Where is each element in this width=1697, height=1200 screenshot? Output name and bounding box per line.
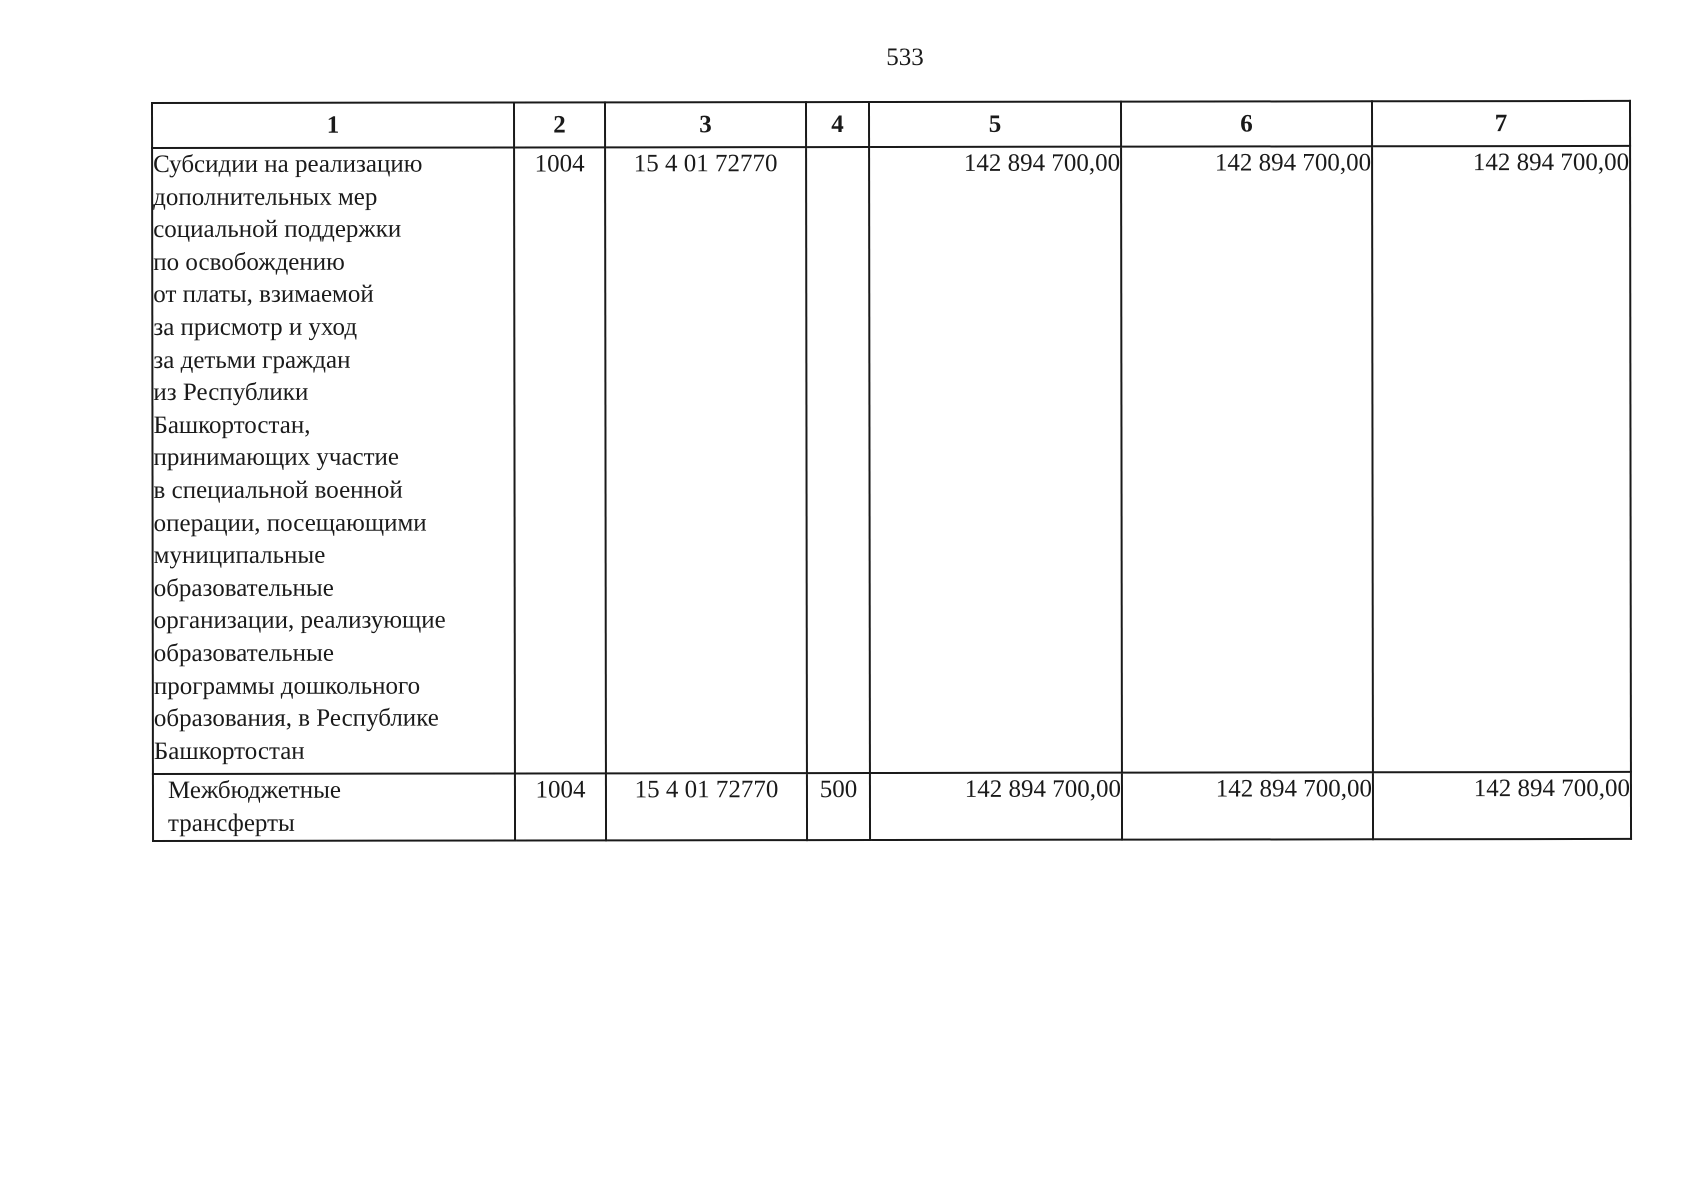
row-amount-col-5: 142 894 700,00 [869,147,1122,773]
header-col-4: 4 [806,102,869,147]
table-row [153,772,1631,841]
row-amount-col-5: 142 894 700,00 [870,773,1122,841]
row-target-article: 15 4 01 72770 [605,147,807,773]
row-amount-col-6: 142 894 700,00 [1121,146,1373,772]
row-name: Субсидии на реализацию дополнительных мер социальной поддержки по освобождению от платы, взимаемой за присмотр и уход за детьми граждан из Республики Башкортостан, принимающих участие в специальной военной операции, посещающими муниципальные образовательные организации, реализующие образовательные программы дошкольного образования, в Республике Башкортостан [152,147,515,774]
row-name: Межбюджетные трансферты [153,773,515,841]
row-section: 1004 [514,147,606,773]
header-col-5: 5 [869,102,1121,147]
header-col-1: 1 [152,102,514,148]
budget-table [151,100,1632,842]
header-row [152,101,1630,148]
row-section: 1004 [515,773,606,840]
header-col-2: 2 [514,102,605,147]
page-number: 533 [886,44,924,71]
row-amount-col-7: 142 894 700,00 [1372,146,1631,772]
row-amount-col-7: 142 894 700,00 [1373,772,1631,840]
table-row [152,146,1631,774]
row-expense-type [806,147,870,773]
row-target-article: 15 4 01 72770 [606,773,807,840]
header-col-3: 3 [605,102,806,147]
header-col-7: 7 [1372,101,1630,146]
header-col-6: 6 [1121,101,1372,146]
row-expense-type: 500 [807,773,870,840]
row-amount-col-6: 142 894 700,00 [1122,772,1373,840]
